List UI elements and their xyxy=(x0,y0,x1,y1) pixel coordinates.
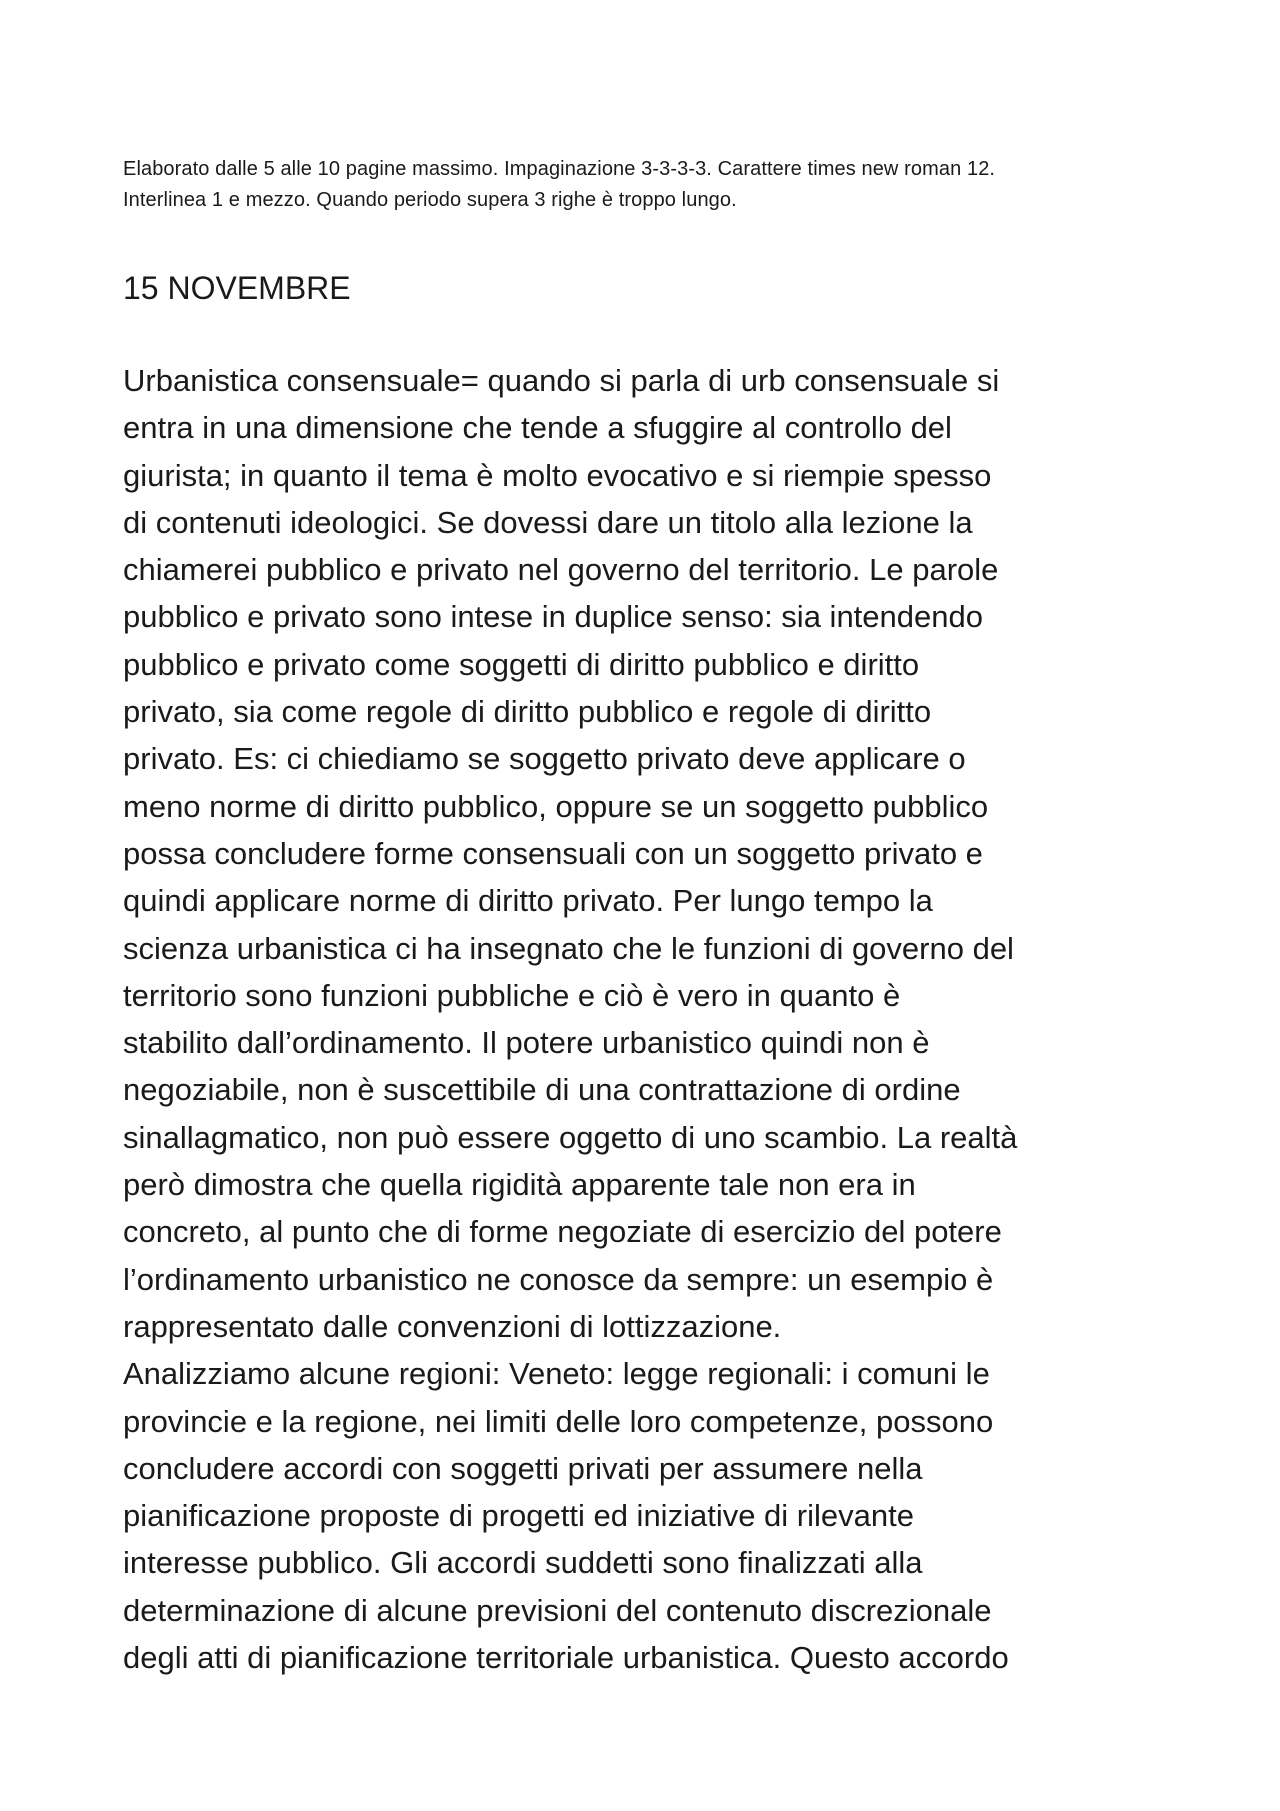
body-line: concludere accordi con soggetti privati per assumere nella xyxy=(123,1450,923,1486)
body-line: degli atti di pianificazione territoriale urbanistica. Questo accordo xyxy=(123,1640,1009,1676)
instructions-line-1: Elaborato dalle 5 alle 10 pagine massimo. Impaginazione 3-3-3-3. Carattere times new roman 12. xyxy=(123,158,996,180)
body-line: quindi applicare norme di diritto privato. Per lungo tempo la xyxy=(123,883,933,919)
body-line: Urbanistica consensuale= quando si parla di urb consensuale si xyxy=(123,363,1000,398)
body-line: pianificazione proposte di progetti ed iniziative di rilevante xyxy=(123,1498,914,1534)
body-line: scienza urbanistica ci ha insegnato che le funzioni di governo del xyxy=(123,930,1014,966)
formatting-instructions xyxy=(123,154,1183,216)
body-line: Analizziamo alcune regioni: Veneto: legge regionali: i comuni le xyxy=(123,1356,990,1392)
body-paragraph xyxy=(123,357,1203,1681)
body-line: privato. Es: ci chiediamo se soggetto privato deve applicare o xyxy=(123,741,966,777)
body-line: entra in una dimensione che tende a sfuggire al controllo del xyxy=(123,410,952,446)
body-line: territorio sono funzioni pubbliche e ciò è vero in quanto è xyxy=(123,977,901,1013)
body-line: però dimostra che quella rigidità apparente tale non era in xyxy=(123,1167,916,1203)
body-line: determinazione di alcune previsioni del contenuto discrezionale xyxy=(123,1592,992,1628)
body-line: negoziabile, non è suscettibile di una contrattazione di ordine xyxy=(123,1072,961,1108)
body-line: concreto, al punto che di forme negoziate di esercizio del potere xyxy=(123,1214,1002,1250)
body-line: interesse pubblico. Gli accordi suddetti sono finalizzati alla xyxy=(123,1545,923,1581)
body-line: meno norme di diritto pubblico, oppure se un soggetto pubblico xyxy=(123,788,989,824)
body-line: di contenuti ideologici. Se dovessi dare un titolo alla lezione la xyxy=(123,504,973,540)
body-line: chiamerei pubblico e privato nel governo del territorio. Le parole xyxy=(123,552,999,588)
body-line: privato, sia come regole di diritto pubblico e regole di diritto xyxy=(123,694,932,730)
body-line: stabilito dall’ordinamento. Il potere urbanistico quindi non è xyxy=(123,1025,930,1061)
body-line: giurista; in quanto il tema è molto evocativo e si riempie spesso xyxy=(123,457,992,493)
body-line: pubblico e privato come soggetti di diritto pubblico e diritto xyxy=(123,646,920,682)
body-line: l’ordinamento urbanistico ne conosce da sempre: un esempio è xyxy=(123,1261,994,1297)
body-line: rappresentato dalle convenzioni di lottizzazione. xyxy=(123,1308,782,1344)
body-line: possa concludere forme consensuali con un soggetto privato e xyxy=(123,835,983,871)
body-line: provincie e la regione, nei limiti delle loro competenze, possono xyxy=(123,1403,994,1439)
body-line: sinallagmatico, non può essere oggetto di uno scambio. La realtà xyxy=(123,1119,1018,1155)
body-line: pubblico e privato sono intese in duplice senso: sia intendendo xyxy=(123,599,983,635)
instructions-line-2: Interlinea 1 e mezzo. Quando periodo supera 3 righe è troppo lungo. xyxy=(123,189,737,211)
section-heading: 15 NOVEMBRE xyxy=(123,270,351,306)
